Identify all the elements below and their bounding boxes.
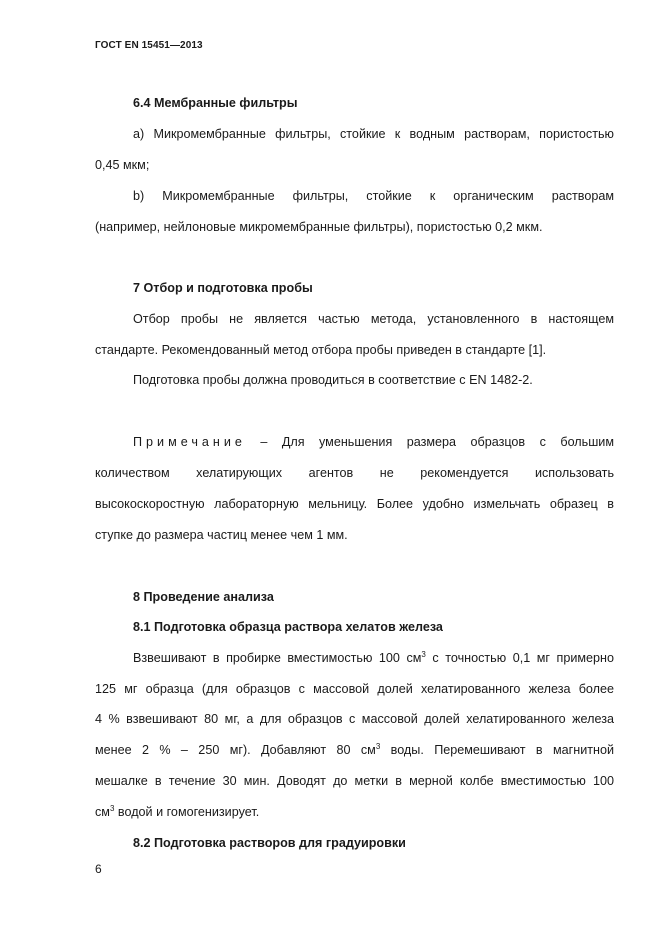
superscript: 3 [375, 742, 381, 751]
paragraph-line: Подготовка пробы должна проводиться в соответствие с EN 1482-2. [133, 373, 533, 387]
paragraph-line: 125 мг образца (для образцов с массовой долей хелатированного железа более [95, 682, 614, 696]
paragraph-line: Отбор пробы не является частью метода, установленного в настоящем [133, 312, 614, 326]
note-line [133, 435, 614, 449]
section-heading-8-1: 8.1 Подготовка образца раствора хелатов железа [133, 620, 443, 634]
paragraph-line: 4 % взвешивают 80 мг, а для образцов с массовой долей хелатированного железа [95, 712, 614, 726]
page-number: 6 [95, 862, 102, 876]
superscript: 3 [421, 650, 426, 659]
section-heading-8-2: 8.2 Подготовка растворов для градуировки [133, 836, 406, 850]
note-line: количеством хелатирующих агентов не рекомендуется использовать [95, 466, 614, 480]
note-line: высокоскоростную лабораторную мельницу. Более удобно измельчать образец в [95, 497, 614, 511]
section-heading-6-4: 6.4 Мембранные фильтры [133, 96, 298, 110]
section-heading-8: 8 Проведение анализа [133, 590, 274, 604]
document-header: ГОСТ EN 15451—2013 [95, 40, 203, 51]
paragraph-line [133, 651, 614, 665]
note-label: Примечание [133, 435, 246, 449]
text-run: Взвешивают в пробирке вместимостью 100 см [133, 651, 422, 665]
section-heading-7: 7 Отбор и подготовка пробы [133, 281, 313, 295]
text-run: водой и гомогенизирует. [114, 805, 260, 819]
note-text: – Для уменьшения размера образцов с большим [260, 435, 614, 449]
paragraph-line: 0,45 мкм; [95, 158, 150, 172]
paragraph-line: стандарте. Рекомендованный метод отбора пробы приведен в стандарте [1]. [95, 343, 547, 357]
text-run: с точностью 0,1 мг примерно [425, 651, 614, 665]
text-run: воды. Перемешивают в магнитной [380, 743, 614, 757]
text-run: см [95, 805, 110, 819]
paragraph-line: b) Микромембранные фильтры, стойкие к органическим растворам [133, 189, 614, 203]
text-run: менее 2 % – 250 мг). Добавляют 80 см [95, 743, 376, 757]
paragraph-line: (например, нейлоновые микромембранные фильтры), пористостью 0,2 мкм. [95, 220, 543, 234]
note-line: ступке до размера частиц менее чем 1 мм. [95, 528, 348, 542]
superscript: 3 [109, 804, 115, 813]
paragraph-line: мешалке в течение 30 мин. Доводят до метки в мерной колбе вместимостью 100 [95, 774, 614, 788]
paragraph-line [95, 743, 614, 757]
paragraph-line [95, 805, 614, 819]
paragraph-line: а) Микромембранные фильтры, стойкие к водным растворам, пористостью [133, 127, 614, 141]
